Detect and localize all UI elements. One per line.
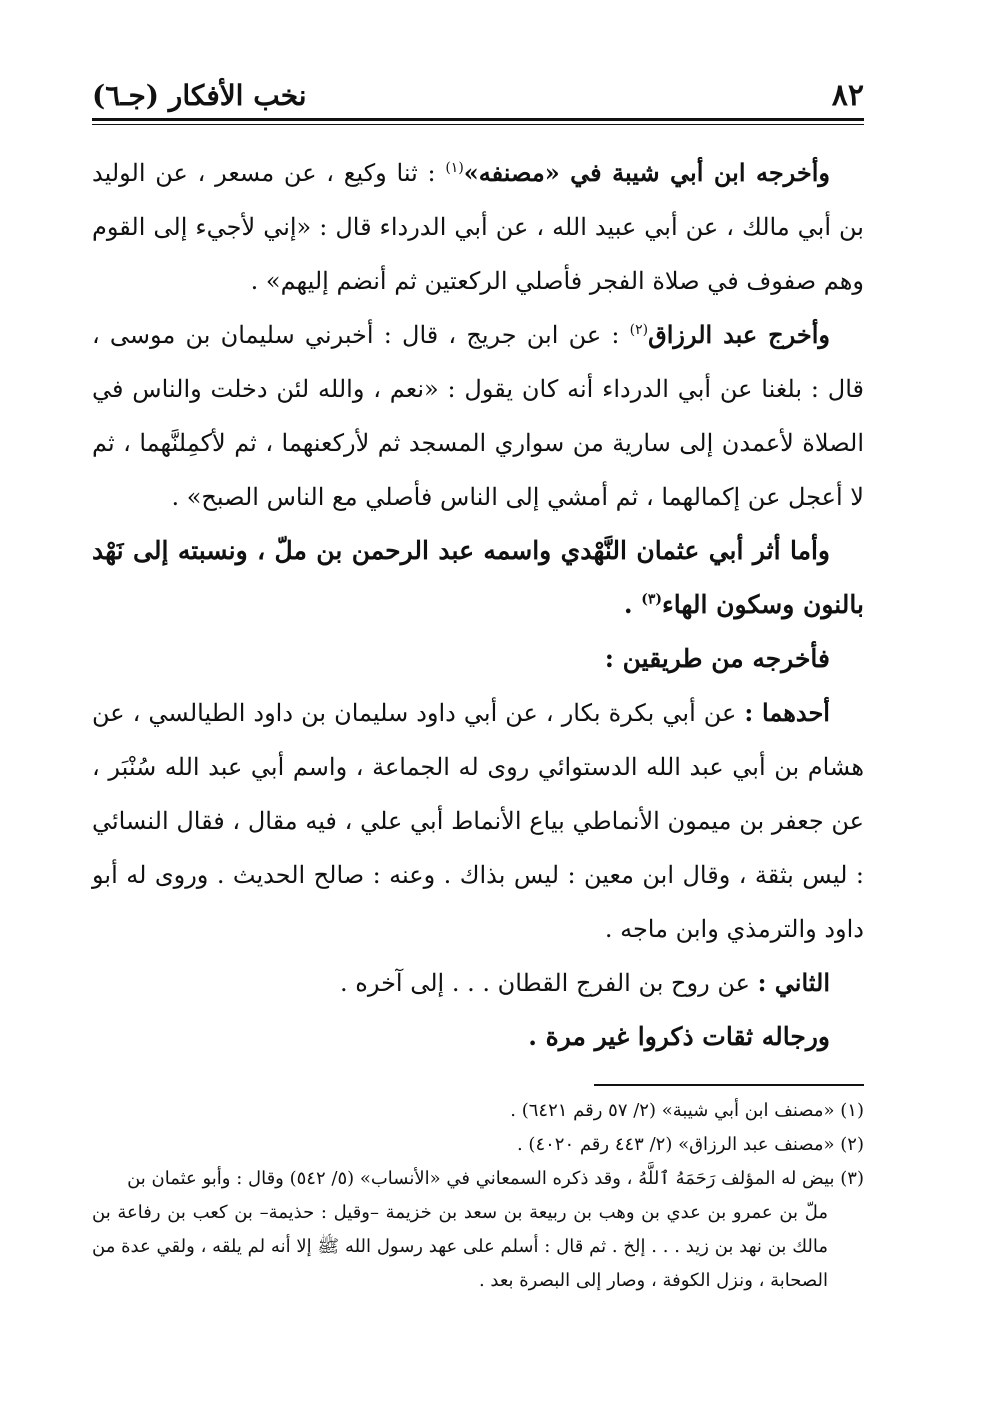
page-number: ٨٢ (831, 78, 864, 113)
footnote-separator (594, 1084, 864, 1086)
paragraph-two-paths (92, 632, 864, 686)
paragraph-lead: وأخرج عبد الرزاق (648, 320, 830, 349)
footnote-2: (٢) «مصنف عبد الرزاق» (٢/ ٤٤٣ رقم ٤٠٢٠) . (516, 1134, 864, 1155)
footnote-3-continuation: ملّ بن عمرو بن عدي بن وهب بن ربيعة بن سعد بن خزيمة –وقيل : حذيمة– بن كعب بن رفاعة بن مالك بن نهد بن زيد . . . إلخ . ثم قال : أسلم على عهد رسول الله ﷺ إلا أنه لم يلقه ، ولقي عدة من الصحابة ، ونزل الكوفة ، وصار إلى البصرة بعد . (92, 1202, 828, 1291)
paragraph-text: عن أبي بكرة بكار ، عن أبي داود سليمان بن داود الطيالسي ، عن هشام بن أبي عبد الله الدستوائي روى له الجماعة ، واسم أبي عبد الله سُنْبَر ، عن جعفر بن ميمون الأنماطي بياع الأنماط أبي علي ، فيه مقال ، فقال النسائي : ليس بثقة ، وقال ابن معين : ليس بذاك . وعنه : صالح الحديث . وروى له أبو داود والترمذي وابن ماجه . (92, 699, 864, 943)
paragraph-text: : عن ابن جريج ، قال : أخبرني سليمان بن موسى ، قال : بلغنا عن أبي الدرداء أنه كان يقول : «نعم ، والله لئن دخلت والناس في الصلاة لأعمدن إلى سارية من سواري المسجد ثم لأركعنهما ، ثم لأكمِلنَّهما ، ثم لا أعجل عن إكمالهما ، ثم أمشي إلى الناس فأصلي مع الناس الصبح» . (92, 321, 864, 511)
paragraph-second-path (92, 956, 864, 1010)
header-rule-thin (92, 124, 864, 125)
paragraph-lead: أحدهما : (744, 698, 830, 727)
paragraph-ibn-abi-shayba (92, 146, 864, 308)
running-title: نخب الأفكار (جـ٦) (92, 79, 307, 112)
header-rule-thick (92, 118, 864, 121)
footnote-ref-3[interactable]: (٣) (641, 591, 663, 608)
main-text (92, 146, 864, 1064)
footnote-1: (١) «مصنف ابن أبي شيبة» (٢/ ٥٧ رقم ٦٤٢١) . (510, 1100, 864, 1121)
footnote-ref-2[interactable]: (٢) (629, 322, 649, 338)
paragraph-text: فأخرجه من طريقين : (604, 644, 830, 673)
paragraph-first-path (92, 686, 864, 956)
paragraph-abd-al-razzaq (92, 308, 864, 524)
paragraph-lead: وأخرجه ابن أبي شيبة في «مصنفه» (463, 158, 831, 187)
footnote-3: (٣) بيض له المؤلف رَحَمَهُ ٱللَّهُ ، وقد ذكره السمعاني في «الأنساب» (٥/ ٥٤٢) وقال : وأبو عثمان بن (127, 1168, 864, 1189)
paragraph-end: . (623, 590, 642, 619)
paragraph-text: : ثنا وكيع ، عن مسعر ، عن الوليد بن أبي مالك ، عن أبي عبيد الله ، عن أبي الدرداء قال : «إني لأجيء إلى القوم وهم صفوف في صلاة الفجر فأصلي الركعتين ثم أنضم إليهم» . (92, 159, 864, 295)
paragraph-abu-uthman (92, 524, 864, 632)
paragraph-lead: الثاني : (757, 968, 830, 997)
paragraph-text: عن روح بن الفرج القطان . . . إلى آخره . (340, 969, 758, 997)
paragraph-text: وأما أثر أبي عثمان النَّهْدي واسمه عبد الرحمن بن ملّ ، ونسبته إلى نَهْد بالنون وسكون الهاء (92, 536, 864, 619)
paragraph-narrators (92, 1010, 864, 1064)
footnote-ref-1[interactable]: (١) (445, 160, 464, 176)
footnotes (92, 1094, 864, 1298)
page-header (92, 72, 864, 116)
paragraph-text: ورجاله ثقات ذكروا غير مرة . (528, 1022, 830, 1051)
